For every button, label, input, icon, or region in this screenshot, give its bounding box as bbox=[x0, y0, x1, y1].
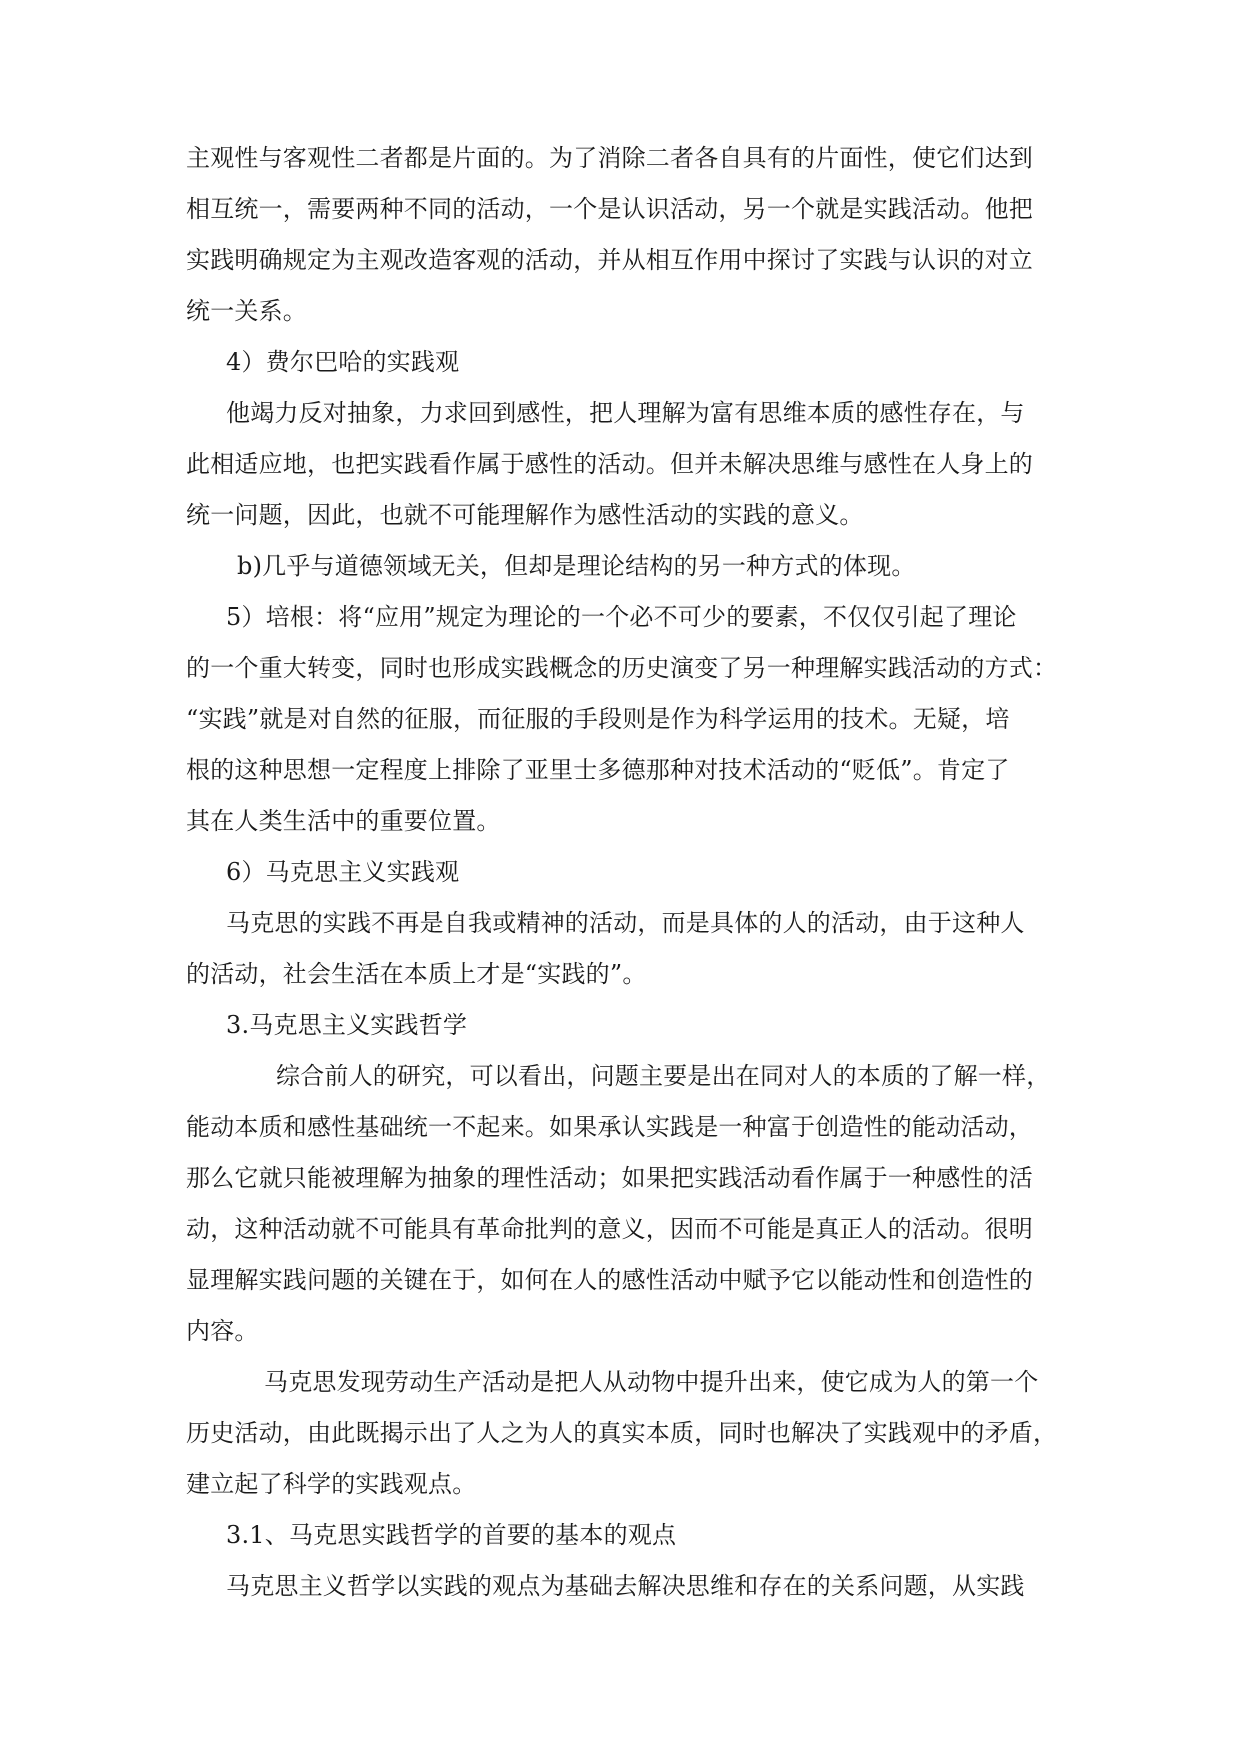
text-line: 能动本质和感性基础统一不起来。如果承认实践是一种富于创造性的能动活动， bbox=[186, 1113, 1033, 1141]
text-line: 此相适应地，也把实践看作属于感性的活动。但并未解决思维与感性在人身上的 bbox=[186, 450, 1033, 478]
section-heading: 5）培根：将“应用”规定为理论的一个必不可少的要素，不仅仅引起了理论 bbox=[226, 603, 1017, 631]
text-line: 相互统一，需要两种不同的活动，一个是认识活动，另一个就是实践活动。他把 bbox=[186, 195, 1033, 223]
text-line: “实践”就是对自然的征服，而征服的手段则是作为科学运用的技术。无疑，培 bbox=[186, 705, 1010, 733]
text-line: 的一个重大转变，同时也形成实践概念的历史演变了另一种理解实践活动的方式： bbox=[186, 654, 1058, 682]
text-line: 建立起了科学的实践观点。 bbox=[186, 1470, 477, 1498]
text-line: 根的这种思想一定程度上排除了亚里士多德那种对技术活动的“贬低”。肯定了 bbox=[186, 756, 1010, 784]
text-line: 其在人类生活中的重要位置。 bbox=[186, 807, 501, 835]
text-line: 的活动，社会生活在本质上才是“实践的”。 bbox=[186, 960, 647, 988]
paragraph-line: 综合前人的研究，可以看出，问题主要是出在同对人的本质的了解一样， bbox=[276, 1062, 1051, 1090]
paragraph-line: 马克思的实践不再是自我或精神的活动，而是具体的人的活动，由于这种人 bbox=[226, 909, 1025, 937]
text-line: 历史活动，由此既揭示出了人之为人的真实本质，同时也解决了实践观中的矛盾， bbox=[186, 1419, 1058, 1447]
text-line: 实践明确规定为主观改造客观的活动，并从相互作用中探讨了实践与认识的对立 bbox=[186, 246, 1033, 274]
text-line: 主观性与客观性二者都是片面的。为了消除二者各自具有的片面性，使它们达到 bbox=[186, 144, 1033, 172]
section-heading: 3.马克思主义实践哲学 bbox=[226, 1011, 468, 1039]
text-line: 那么它就只能被理解为抽象的理性活动；如果把实践活动看作属于一种感性的活 bbox=[186, 1164, 1033, 1192]
section-heading: 4）费尔巴哈的实践观 bbox=[226, 348, 460, 376]
paragraph-line: 马克思主义哲学以实践的观点为基础去解决思维和存在的关系问题，从实践 bbox=[226, 1572, 1025, 1600]
text-line: 统一关系。 bbox=[186, 297, 307, 325]
section-heading: 6）马克思主义实践观 bbox=[226, 858, 460, 886]
section-heading: 3.1、马克思实践哲学的首要的基本的观点 bbox=[226, 1521, 677, 1549]
text-line: 内容。 bbox=[186, 1317, 259, 1345]
paragraph-line: b)几乎与道德领域无关，但却是理论结构的另一种方式的体现。 bbox=[237, 552, 916, 580]
paragraph-line: 马克思发现劳动生产活动是把人从动物中提升出来，使它成为人的第一个 bbox=[264, 1368, 1039, 1396]
text-line: 动，这种活动就不可能具有革命批判的意义，因而不可能是真正人的活动。很明 bbox=[186, 1215, 1033, 1243]
paragraph-line: 他竭力反对抽象，力求回到感性，把人理解为富有思维本质的感性存在，与 bbox=[226, 399, 1025, 427]
text-line: 显理解实践问题的关键在于，如何在人的感性活动中赋予它以能动性和创造性的 bbox=[186, 1266, 1033, 1294]
text-line: 统一问题，因此，也就不可能理解作为感性活动的实践的意义。 bbox=[186, 501, 864, 529]
